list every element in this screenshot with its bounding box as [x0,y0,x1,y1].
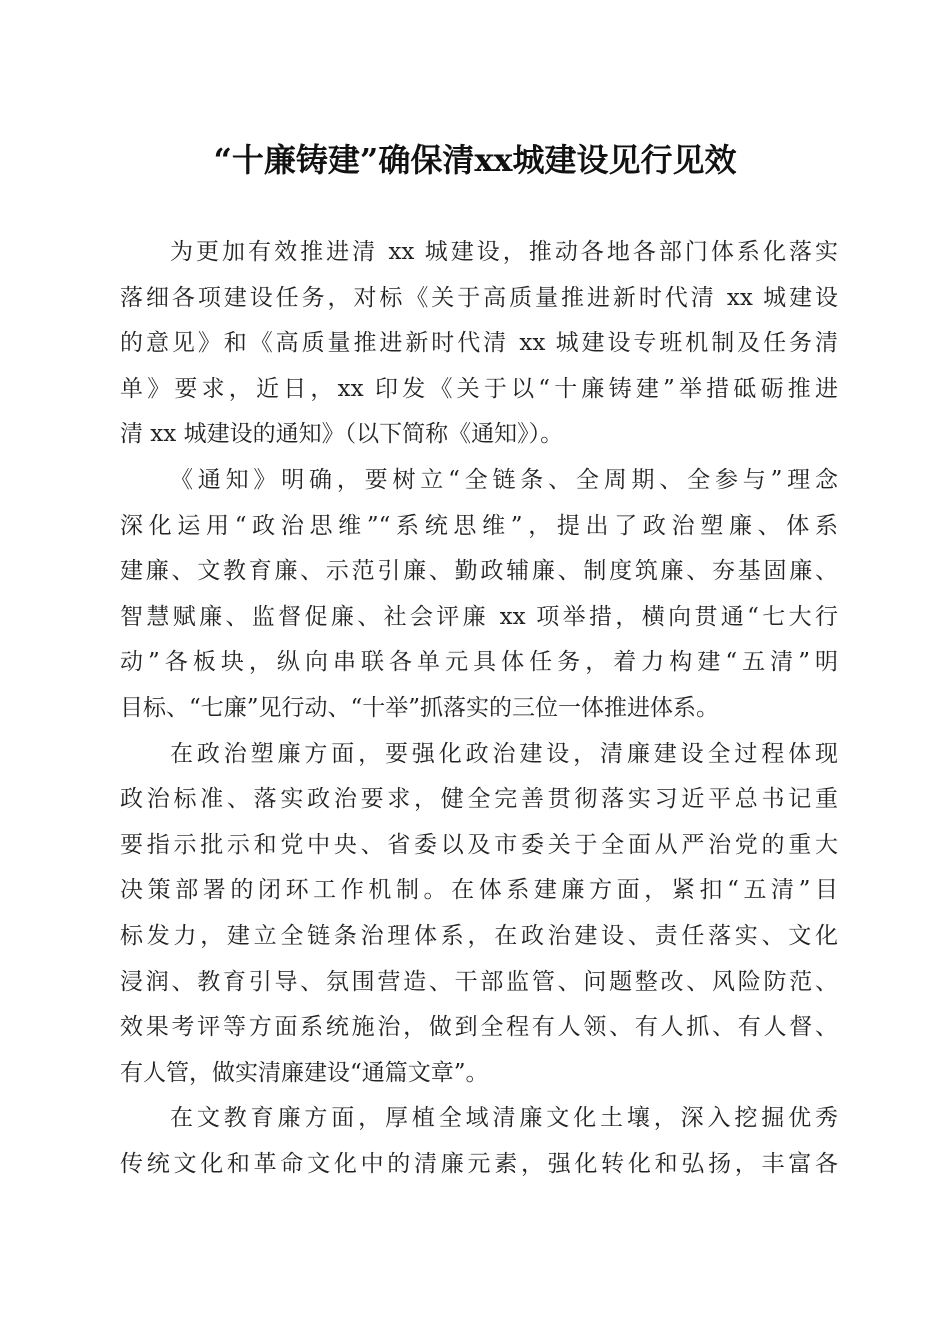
text-line: 为更加有效推进清 xx 城建设，推动各地各部门体系化落实 [170,239,838,265]
text-line: 清 xx 城建设的通知》（以下简称《通知》）。 [120,421,564,448]
document-body [120,230,838,1187]
text-line: 目标、“七廉”见行动、“十举”抓落实的三位一体推进体系。 [120,694,720,721]
text-line: 政治标准、落实政治要求，健全完善贯彻落实习近平总书记重 [120,786,838,813]
paragraph [120,458,838,732]
text-line: 要指示批示和党中央、省委以及市委关于全面从严治党的重大 [120,831,838,858]
text-line: 有人管，做实清廉建设“通篇文章”。 [120,1059,489,1086]
text-line: 在文教育廉方面，厚植全域清廉文化土壤，深入挖掘优秀 [170,1105,838,1132]
text-line: 在政治塑廉方面，要强化政治建设，清廉建设全过程体现 [170,740,838,767]
text-line: 决策部署的闭环工作机制。在体系建廉方面，紧扣“五清”目 [120,877,838,904]
text-line: 浸润、教育引导、氛围营造、干部监管、问题整改、风险防范、 [120,968,838,995]
text-line: 落细各项建设任务，对标《关于高质量推进新时代清 xx 城建设 [120,284,838,311]
text-line: 智慧赋廉、监督促廉、社会评廉 xx 项举措，横向贯通“七大行 [120,603,838,630]
text-line: 的意见》和《高质量推进新时代清 xx 城建设专班机制及任务清 [120,330,838,357]
paragraph [120,1096,838,1187]
text-line: 标发力，建立全链条治理体系，在政治建设、责任落实、文化 [120,922,838,949]
text-line: 单》要求，近日，xx 印发《关于以“十廉铸建”举措砥砺推进 [120,375,838,402]
document-title: “十廉铸建”确保清xx城建设见行见效 [213,141,737,179]
text-line: 动”各板块，纵向串联各单元具体任务，着力构建“五清”明 [120,649,838,676]
paragraph [120,230,838,458]
text-line: 传统文化和革命文化中的清廉元素，强化转化和弘扬，丰富各 [120,1150,838,1177]
text-line: 《通知》明确，要树立“全链条、全周期、全参与”理念 [170,466,838,493]
paragraph [120,732,838,1097]
text-line: 效果考评等方面系统施治，做到全程有人领、有人抓、有人督、 [120,1014,838,1041]
text-line: 建廉、文教育廉、示范引廉、勤政辅廉、制度筑廉、夯基固廉、 [120,558,838,585]
text-line: 深化运用“政治思维”“系统思维”，提出了政治塑廉、体系 [120,512,838,539]
